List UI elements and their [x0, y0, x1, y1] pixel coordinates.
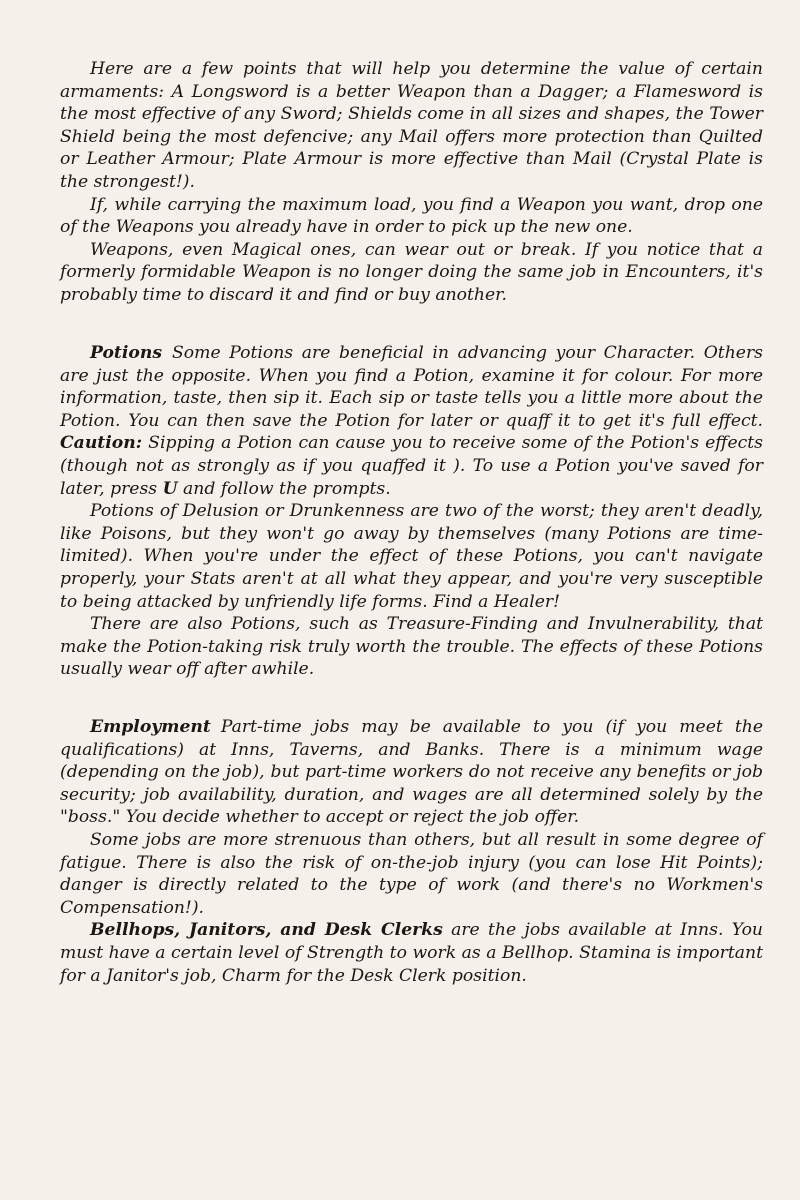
potions-paragraph-1	[60, 342, 763, 500]
potions-heading: Potions	[90, 343, 163, 363]
potions-use-key: U	[162, 478, 178, 499]
potions-p1-text-g: and follow the prompts.	[177, 478, 391, 499]
potions-p1-text-b: it for colour. For more information,	[60, 365, 763, 409]
employment-paragraph-1	[60, 716, 763, 829]
employment-p1-text-b: you meet the qualifications) at Inns, Taverns, and Banks. There is a minimum wage (depending on the job), but part-time workers do not receive any benefits or job security; job availability, duration, and wages are all determined solely by the "boss." You decide whether to accept or reject the job offer.	[60, 717, 764, 828]
potions-p1-text-c: , then	[216, 388, 274, 409]
potions-paragraph-3: There are also Potions, such as Treasure-Finding and Invulnerability, that make the Potion-taking risk truly worth the trouble. The effects of these Potions usually wear off after awhile.	[60, 614, 763, 680]
employment-section	[60, 716, 763, 987]
armaments-paragraph-1: Here are a few points that will help you determine the value of certain armaments: A Longsword is a better Weapon than a Dagger; a Flamesword is the most effective of any Sword; Shields come in all sizes and shapes, the Tower Shield being the most defencive; any Mail offers more protection than Quilted or Leather Armour; Plate Armour is more effective than Mail (Crystal Plate is the strongest!).	[60, 59, 763, 192]
inn-jobs-text: are the jobs available at Inns. You must have a certain level of Strength to work as a Bellhop. Stamina is important for a Janitor's job, Charm for the Desk Clerk position.	[60, 920, 763, 986]
armaments-paragraph-3: Weapons, even Magical ones, can wear out or break. If you notice that a formerly formidable Weapon is no longer doing the same job in Encounters, it's probably time to discard it and find or buy another.	[60, 239, 763, 305]
inn-jobs-heading: Bellhops, Janitors, and Desk Clerks	[90, 920, 443, 941]
employment-paragraph-3	[60, 919, 763, 987]
employment-p1-text-a: Part-time jobs may be available to you (	[220, 717, 613, 737]
potions-p1-sip: sip	[273, 388, 299, 409]
potions-p1-taste: taste	[173, 388, 217, 409]
employment-paragraph-2: Some jobs are more strenuous than others, but all result in some degree of fatigue. There is also the risk of on-the-job injury (you can lose Hit Points); danger is directly related to the type of work (and there's no Workmen's Compensation!).	[60, 829, 763, 918]
armaments-section	[60, 58, 763, 307]
employment-p1-if: if	[612, 717, 625, 737]
potions-p1-text-a: Some Potions are beneficial in advancing your Character. Others are just the opposite. When you find a Potion,	[60, 343, 763, 386]
potions-p1-examine: examine	[481, 365, 555, 386]
armaments-paragraph-2: If, while carrying the maximum load, you find a Weapon you want, drop one of the Weapons you already have in order to pick up the new one.	[60, 194, 763, 238]
employment-heading: Employment	[90, 717, 211, 737]
potions-p1-text-d: it. Each sip or taste tells you a little more about the Potion. You can then save the Potion for later or	[60, 388, 763, 431]
potions-p1-quaff: quaff	[505, 410, 551, 431]
potions-p1-text-f: Sipping a Potion can cause you to receive some of the Potion's effects (though not as strongly as if you quaffed it ). To use a Potion you've saved for later, press	[60, 433, 763, 499]
potions-paragraph-2: Potions of Delusion or Drunkenness are two of the worst; they aren't deadly, like Poisons, but they won't go away by themselves (many Potions are time-limited). When you're under the effect of these Potions, you can't navigate properly, your Stats aren't at all what they appear, and you're very susceptible to being attacked by unfriendly life forms. Find a Healer!	[60, 501, 763, 612]
potions-p1-text-e: it to get it's full effect.	[550, 410, 763, 431]
potions-section	[60, 342, 763, 681]
potions-caution-label: Caution:	[60, 433, 143, 454]
